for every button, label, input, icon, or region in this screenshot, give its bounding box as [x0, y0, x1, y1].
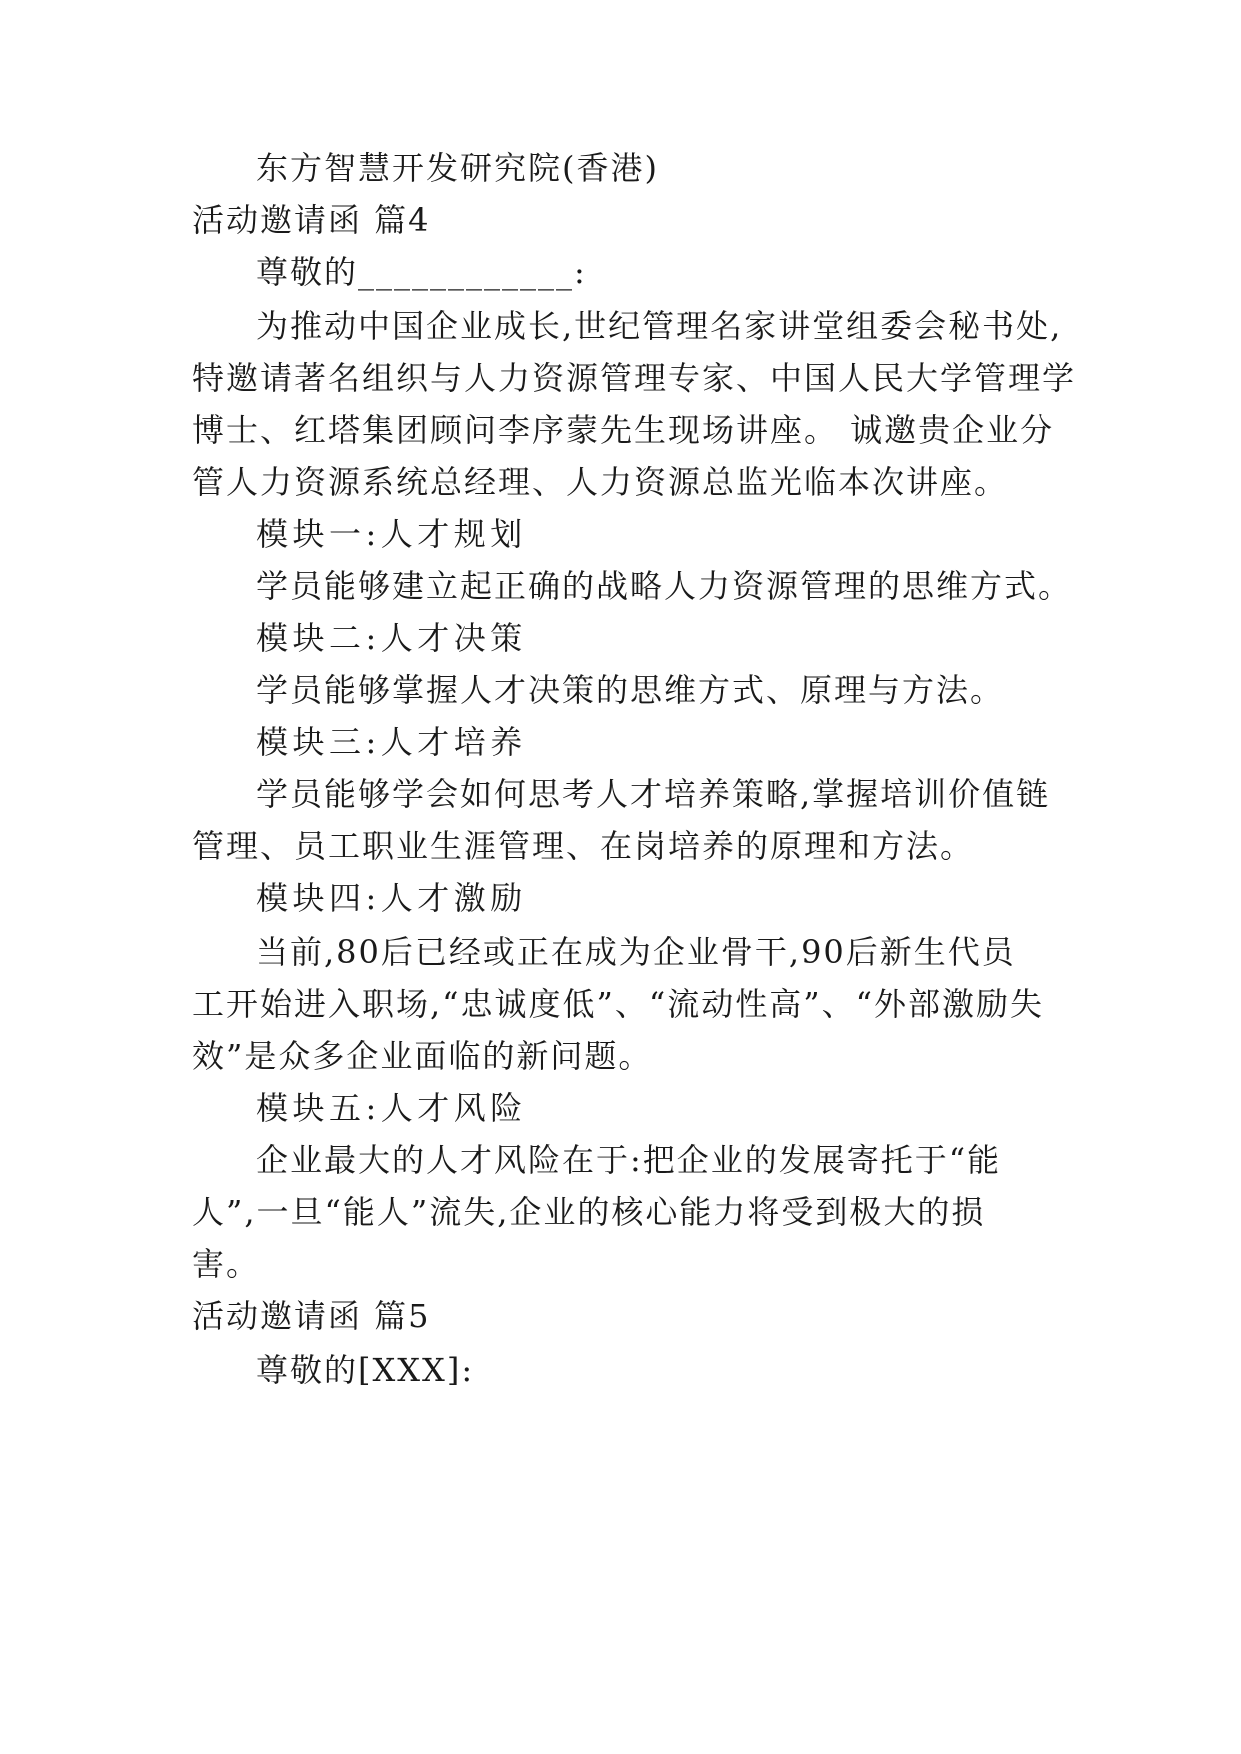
- salutation: 尊敬的____________:: [256, 253, 587, 291]
- paragraph-line: 特邀请著名组织与人力资源管理专家、中国人民大学管理学: [192, 359, 1077, 397]
- section-heading-5: 活动邀请函 篇5: [192, 1297, 431, 1335]
- salutation: 尊敬的[XXX]:: [256, 1351, 475, 1389]
- paragraph-line: 害。: [192, 1245, 261, 1283]
- paragraph-line: 效”是众多企业面临的新问题。: [192, 1037, 653, 1075]
- paragraph-line: 博士、红塔集团顾问李序蒙先生现场讲座。 诚邀贵企业分: [192, 411, 1055, 449]
- module-heading: 模块一:人才规划: [256, 515, 527, 553]
- module-heading: 模块三:人才培养: [256, 723, 527, 761]
- paragraph-line: 学员能够建立起正确的战略人力资源管理的思维方式。: [256, 567, 1073, 605]
- module-heading: 模块二:人才决策: [256, 619, 527, 657]
- signature-organization: 东方智慧开发研究院(香港): [256, 149, 659, 187]
- paragraph-line: 学员能够学会如何思考人才培养策略,掌握培训价值链: [256, 775, 1051, 813]
- paragraph-line: 管理、员工职业生涯管理、在岗培养的原理和方法。: [192, 827, 975, 865]
- paragraph-line: 工开始进入职场,“忠诚度低”、“流动性高”、“外部激励失: [192, 985, 1044, 1023]
- section-heading-4: 活动邀请函 篇4: [192, 201, 431, 239]
- paragraph-line: 管人力资源系统总经理、人力资源总监光临本次讲座。: [192, 463, 1009, 501]
- module-heading: 模块四:人才激励: [256, 879, 527, 917]
- paragraph-line: 当前,80后已经或正在成为企业骨干,90后新生代员: [256, 933, 1016, 971]
- paragraph-line: 学员能够掌握人才决策的思维方式、原理与方法。: [256, 671, 1005, 709]
- paragraph-line: 人”,一旦“能人”流失,企业的核心能力将受到极大的损: [192, 1193, 986, 1231]
- paragraph-line: 企业最大的人才风险在于:把企业的发展寄托于“能: [256, 1141, 1002, 1179]
- paragraph-line: 为推动中国企业成长,世纪管理名家讲堂组委会秘书处,: [256, 307, 1063, 345]
- module-heading: 模块五:人才风险: [256, 1089, 527, 1127]
